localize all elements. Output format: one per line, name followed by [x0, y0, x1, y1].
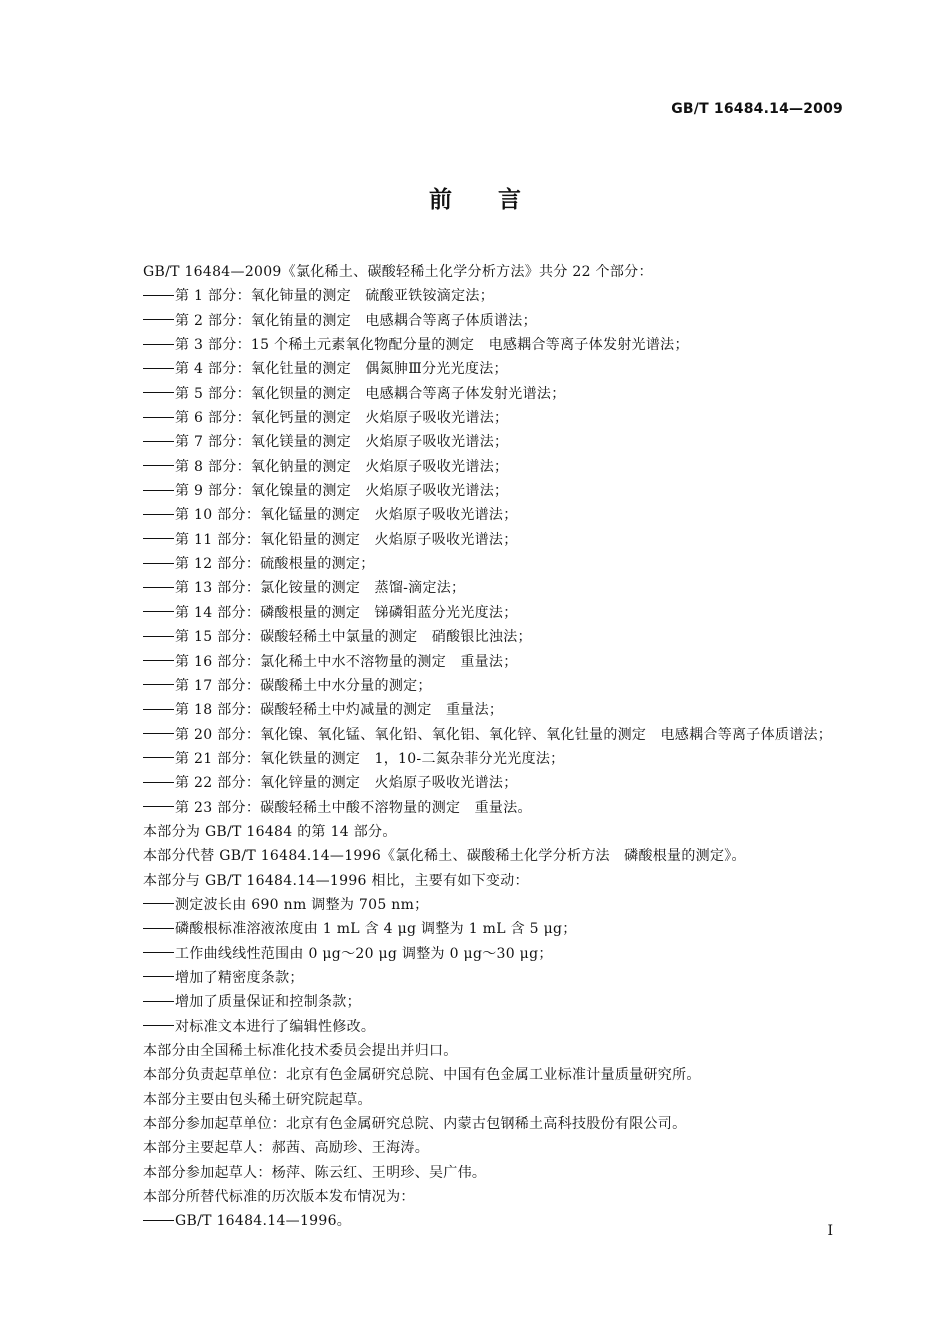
line-text: 第 17 部分：碳酸稀土中水分量的测定；	[175, 677, 432, 694]
list-item	[143, 430, 863, 454]
em-dash-marker	[143, 782, 174, 783]
list-item	[143, 284, 863, 308]
line-text: 本部分所替代标准的历次版本发布情况为：	[143, 1189, 415, 1206]
list-item	[143, 625, 863, 649]
paragraph-line	[143, 1088, 863, 1112]
foreword-body	[143, 260, 863, 1234]
line-text: 第 23 部分：碳酸轻稀土中酸不溶物量的测定 重量法。	[175, 799, 532, 816]
paragraph-line	[143, 869, 863, 893]
em-dash-marker	[143, 587, 174, 588]
em-dash-marker	[143, 684, 174, 685]
line-text: 第 2 部分：氧化铕量的测定 电感耦合等离子体质谱法；	[175, 312, 537, 329]
line-text: 增加了质量保证和控制条款；	[175, 994, 361, 1011]
line-text: 本部分参加起草单位：北京有色金属研究总院、内蒙古包钢稀土高科技股份有限公司。	[143, 1116, 687, 1133]
line-text: 工作曲线线性范围由 0 μg～20 μg 调整为 0 μg～30 μg；	[175, 945, 553, 962]
list-item	[143, 771, 863, 795]
em-dash-marker	[143, 392, 174, 393]
line-text: 第 22 部分：氧化锌量的测定 火焰原子吸收光谱法；	[175, 775, 518, 792]
line-text: 第 21 部分：氧化铁量的测定 1，10-二氮杂菲分光光度法；	[175, 750, 565, 767]
line-text: 本部分为 GB/T 16484 的第 14 部分。	[143, 823, 397, 840]
line-text: 第 9 部分：氧化镍量的测定 火焰原子吸收光谱法；	[175, 483, 509, 500]
em-dash-marker	[143, 1001, 174, 1002]
line-text: GB/T 16484—2009《氯化稀土、碳酸轻稀土化学分析方法》共分 22 个部分：	[143, 264, 653, 280]
list-item	[143, 723, 863, 747]
list-item	[143, 309, 863, 333]
em-dash-marker	[143, 344, 174, 345]
em-dash-marker	[143, 806, 174, 807]
list-item	[143, 1209, 863, 1233]
standard-number: GB/T 16484.14—2009	[671, 101, 843, 117]
line-text: 第 20 部分：氧化镍、氧化锰、氧化铅、氧化铝、氧化锌、氧化钍量的测定 电感耦合等离子体质谱法；	[175, 726, 833, 743]
line-text: 磷酸根标准溶液浓度由 1 mL 含 4 μg 调整为 1 mL 含 5 μg；	[175, 921, 577, 938]
line-text: 第 6 部分：氧化钙量的测定 火焰原子吸收光谱法；	[175, 410, 509, 427]
line-text: 第 10 部分：氧化锰量的测定 火焰原子吸收光谱法；	[175, 507, 518, 524]
list-item	[143, 503, 863, 527]
paragraph-line	[143, 1136, 863, 1160]
line-text: GB/T 16484.14—1996。	[175, 1213, 352, 1230]
em-dash-marker	[143, 976, 174, 977]
line-text: 本部分主要起草人：郝茜、高励珍、王海涛。	[143, 1140, 429, 1157]
list-item	[143, 357, 863, 381]
list-item	[143, 406, 863, 430]
line-text: 对标准文本进行了编辑性修改。	[175, 1018, 376, 1035]
list-item	[143, 479, 863, 503]
list-item	[143, 796, 863, 820]
list-item	[143, 747, 863, 771]
em-dash-marker	[143, 660, 174, 661]
em-dash-marker	[143, 903, 174, 904]
list-item	[143, 455, 863, 479]
list-item	[143, 1015, 863, 1039]
em-dash-marker	[143, 441, 174, 442]
em-dash-marker	[143, 514, 174, 515]
line-text: 第 3 部分：15 个稀土元素氧化物配分量的测定 电感耦合等离子体发射光谱法；	[175, 337, 689, 354]
em-dash-marker	[143, 928, 174, 929]
line-text: 第 4 部分：氧化钍量的测定 偶氮胂Ⅲ分光光度法；	[175, 361, 508, 378]
line-text: 第 1 部分：氧化铈量的测定 硫酸亚铁铵滴定法；	[175, 288, 495, 305]
list-item	[143, 674, 863, 698]
list-item	[143, 990, 863, 1014]
list-item	[143, 333, 863, 357]
line-text: 第 15 部分：碳酸轻稀土中氯量的测定 硝酸银比浊法；	[175, 629, 532, 646]
list-item	[143, 528, 863, 552]
line-text: 第 12 部分：硫酸根量的测定；	[175, 556, 375, 573]
list-item	[143, 917, 863, 941]
line-text: 测定波长由 690 nm 调整为 705 nm；	[175, 896, 429, 913]
em-dash-marker	[143, 538, 174, 539]
paragraph-line	[143, 1039, 863, 1063]
line-text: 第 5 部分：氧化钡量的测定 电感耦合等离子体发射光谱法；	[175, 385, 566, 402]
list-item	[143, 552, 863, 576]
paragraph-line	[143, 820, 863, 844]
paragraph-line	[143, 1161, 863, 1185]
em-dash-marker	[143, 1025, 174, 1026]
line-text: 本部分主要由包头稀土研究院起草。	[143, 1091, 372, 1108]
em-dash-marker	[143, 952, 174, 953]
list-item	[143, 382, 863, 406]
line-text: 第 14 部分：磷酸根量的测定 锑磷钼蓝分光光度法；	[175, 604, 518, 621]
paragraph-line	[143, 844, 863, 868]
em-dash-marker	[143, 368, 174, 369]
em-dash-marker	[143, 733, 174, 734]
em-dash-marker	[143, 1220, 174, 1221]
paragraph-line	[143, 1063, 863, 1087]
line-text: 第 8 部分：氧化钠量的测定 火焰原子吸收光谱法；	[175, 458, 509, 475]
list-item	[143, 966, 863, 990]
line-text: 第 13 部分：氯化铵量的测定 蒸馏-滴定法；	[175, 580, 466, 597]
em-dash-marker	[143, 611, 174, 612]
line-text: 本部分与 GB/T 16484.14—1996 相比，主要有如下变动：	[143, 872, 529, 889]
em-dash-marker	[143, 319, 174, 320]
line-text: 第 7 部分：氧化镁量的测定 火焰原子吸收光谱法；	[175, 434, 509, 451]
page-title: 前言	[429, 187, 567, 213]
list-item	[143, 601, 863, 625]
em-dash-marker	[143, 563, 174, 564]
line-text: 本部分参加起草人：杨萍、陈云红、王明珍、吴广伟。	[143, 1164, 487, 1181]
line-text: 本部分代替 GB/T 16484.14—1996《氯化稀土、碳酸稀土化学分析方法 磷酸根量的测定》。	[143, 848, 746, 865]
list-item	[143, 650, 863, 674]
list-item	[143, 576, 863, 600]
list-item	[143, 893, 863, 917]
em-dash-marker	[143, 465, 174, 466]
line-text: 本部分负责起草单位：北京有色金属研究总院、中国有色金属工业标准计量质量研究所。	[143, 1067, 701, 1084]
em-dash-marker	[143, 490, 174, 491]
em-dash-marker	[143, 417, 174, 418]
paragraph-line	[143, 260, 863, 284]
em-dash-marker	[143, 295, 174, 296]
line-text: 第 18 部分：碳酸轻稀土中灼减量的测定 重量法；	[175, 702, 504, 719]
page-number: I	[827, 1223, 833, 1239]
paragraph-line	[143, 1112, 863, 1136]
line-text: 第 16 部分：氯化稀土中水不溶物量的测定 重量法；	[175, 653, 518, 670]
line-text: 增加了精密度条款；	[175, 969, 304, 986]
em-dash-marker	[143, 757, 174, 758]
em-dash-marker	[143, 709, 174, 710]
line-text: 第 11 部分：氧化铅量的测定 火焰原子吸收光谱法；	[175, 531, 518, 548]
em-dash-marker	[143, 636, 174, 637]
paragraph-line	[143, 1185, 863, 1209]
list-item	[143, 698, 863, 722]
list-item	[143, 942, 863, 966]
line-text: 本部分由全国稀土标准化技术委员会提出并归口。	[143, 1043, 458, 1059]
